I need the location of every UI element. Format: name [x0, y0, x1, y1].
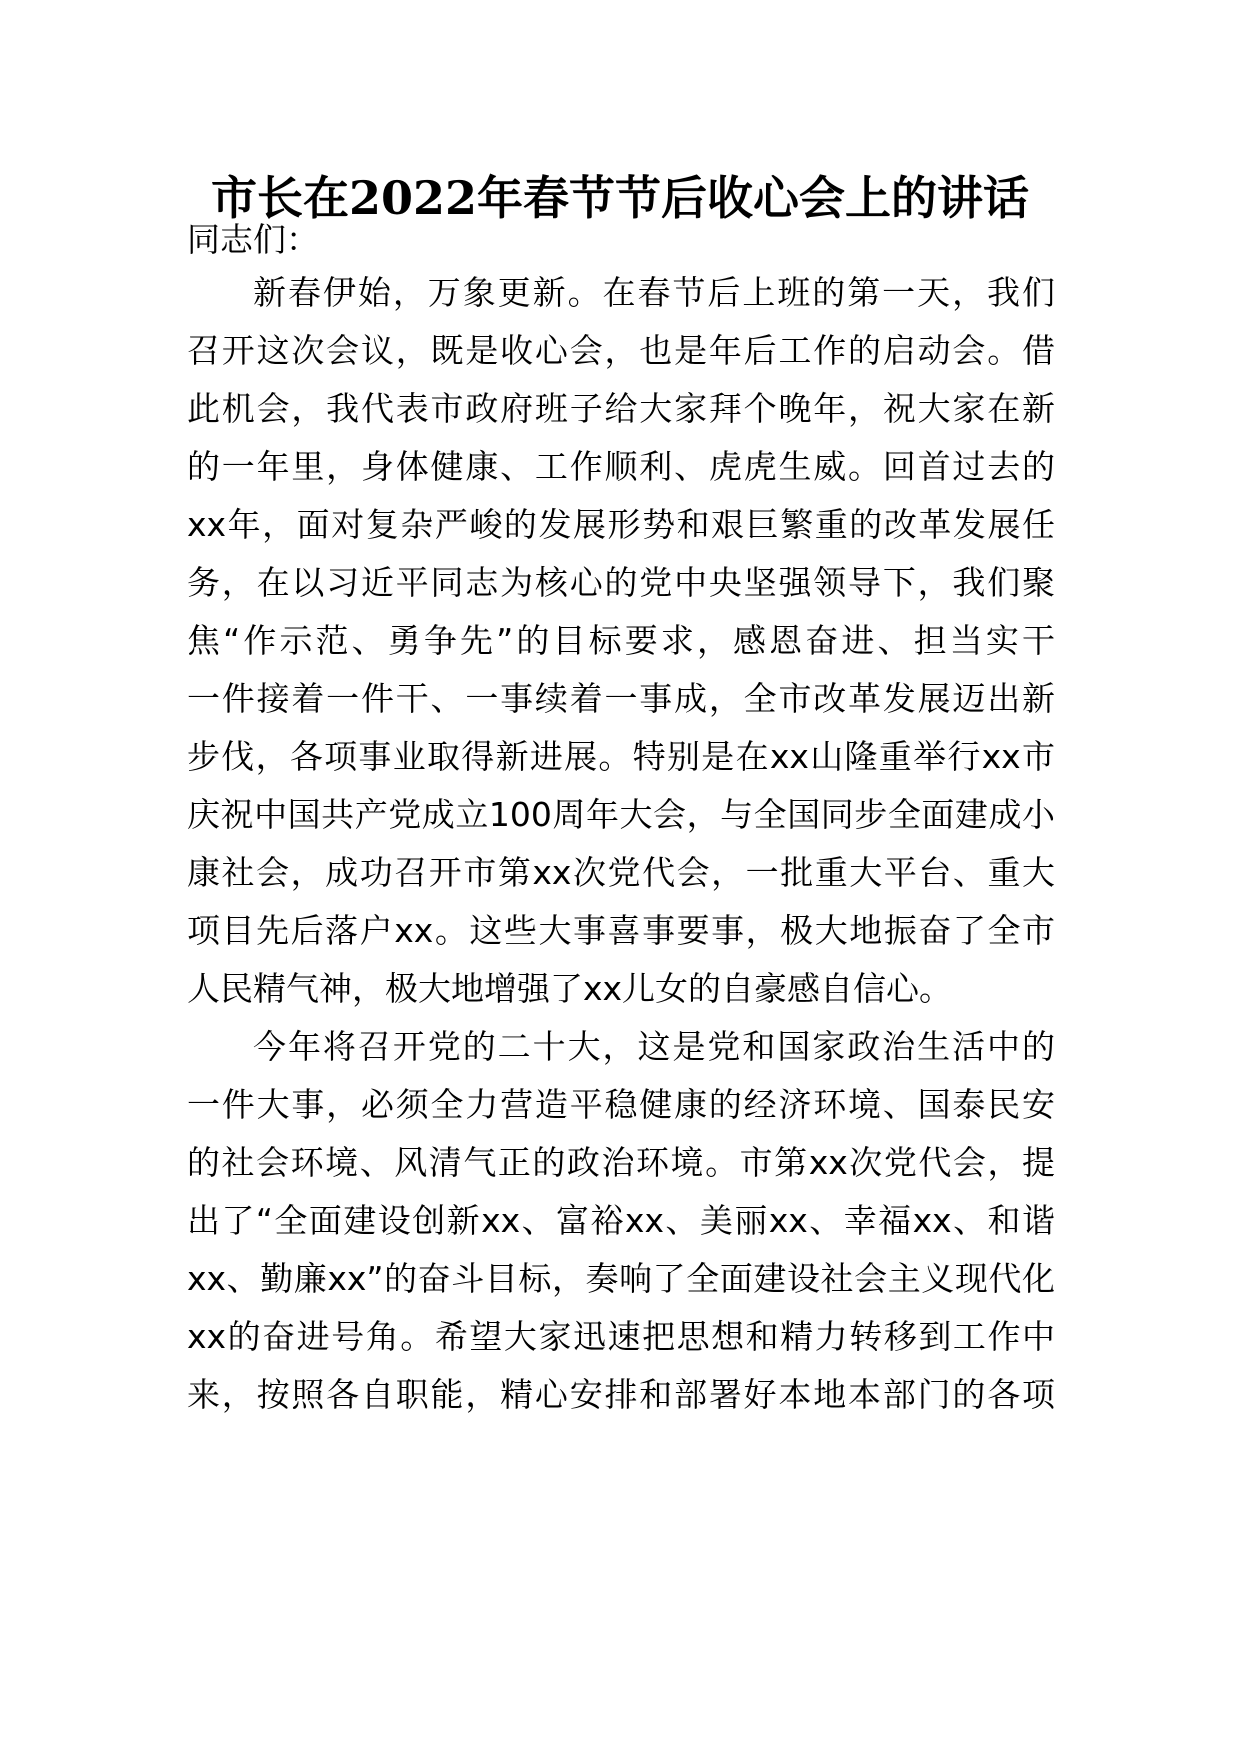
body-line: 出了“全面建设创新xx、富裕xx、美丽xx、幸福xx、和谐	[187, 1201, 1055, 1240]
body-line: 步伐，各项事业取得新进展。特别是在xx山隆重举行xx市	[187, 737, 1055, 776]
body-line: 新春伊始，万象更新。在春节后上班的第一天，我们	[253, 273, 1055, 312]
body-line: 此机会，我代表市政府班子给大家拜个晚年，祝大家在新	[187, 389, 1055, 428]
body-line: 人民精气神，极大地增强了xx儿女的自豪感自信心。	[187, 969, 953, 1008]
body-line: 来，按照各自职能，精心安排和部署好本地本部门的各项	[187, 1375, 1055, 1414]
body-line: 项目先后落户xx。这些大事喜事要事，极大地振奋了全市	[187, 911, 1055, 950]
body-line: 焦“作示范、勇争先”的目标要求，感恩奋进、担当实干	[187, 621, 1055, 660]
body-line: 务，在以习近平同志为核心的党中央坚强领导下，我们聚	[187, 563, 1055, 602]
body-line: 的一年里，身体健康、工作顺利、虎虎生威。回首过去的	[187, 447, 1055, 486]
body-line: xx年，面对复杂严峻的发展形势和艰巨繁重的改革发展任	[187, 505, 1055, 544]
body-line: xx的奋进号角。希望大家迅速把思想和精力转移到工作中	[187, 1317, 1055, 1356]
body-line: xx、勤廉xx”的奋斗目标，奏响了全面建设社会主义现代化	[187, 1259, 1055, 1298]
salutation: 同志们：	[187, 220, 319, 259]
document-title: 市长在2022年春节节后收心会上的讲话	[210, 171, 1030, 225]
body-line: 一件大事，必须全力营造平稳健康的经济环境、国泰民安	[187, 1085, 1055, 1124]
body-line: 庆祝中国共产党成立100周年大会，与全国同步全面建成小	[187, 795, 1055, 834]
body-line: 一件接着一件干、一事续着一事成，全市改革发展迈出新	[187, 679, 1055, 718]
body-line: 召开这次会议，既是收心会，也是年后工作的启动会。借	[187, 331, 1055, 370]
body-line: 康社会，成功召开市第xx次党代会，一批重大平台、重大	[187, 853, 1055, 892]
body-line: 的社会环境、风清气正的政治环境。市第xx次党代会，提	[187, 1143, 1055, 1182]
body-line: 今年将召开党的二十大，这是党和国家政治生活中的	[253, 1027, 1055, 1066]
